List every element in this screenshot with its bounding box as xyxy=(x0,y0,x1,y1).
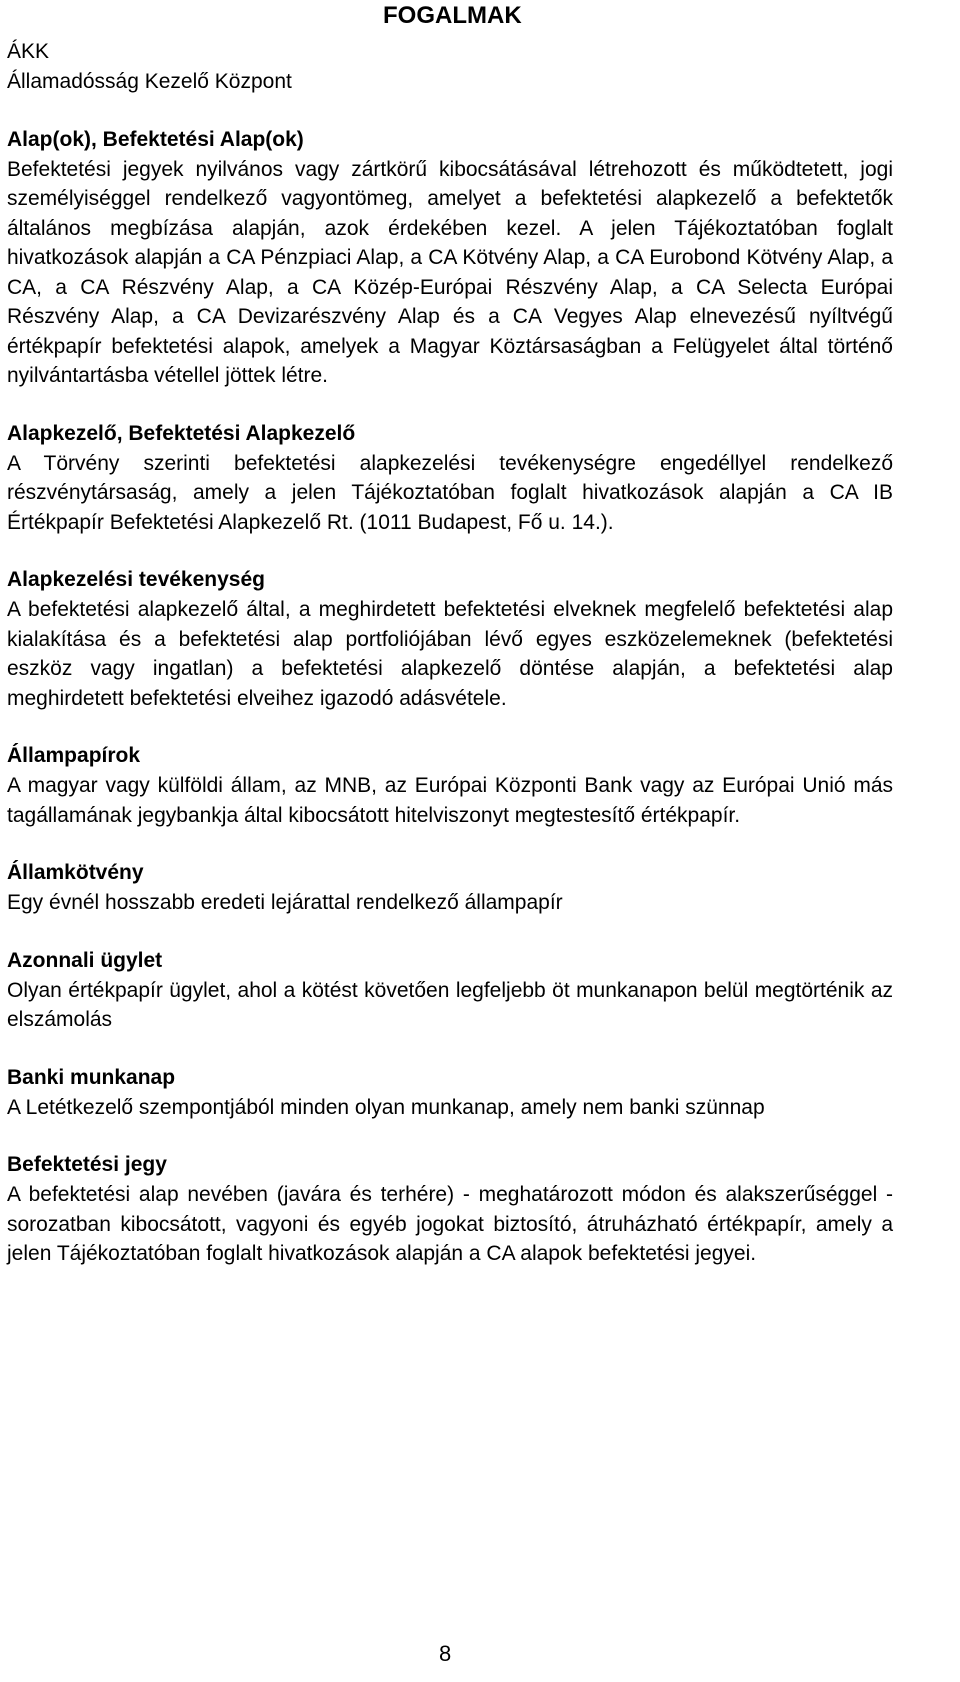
glossary-entry xyxy=(7,1063,893,1123)
glossary-term: Banki munkanap xyxy=(7,1065,176,1089)
glossary-definition: Befektetési jegyek nyilvános vagy zártkörű kibocsátásával létrehozott és működtetett, jogi személyiséggel rendelkező vagyontömeg, amelyet a befektetési alapkezelő a befektetők általános megbízása alapján, azok érdekében kezel. A jelen Tájékoztatóban foglalt hivatkozások alapján a CA Pénzpiaci Alap, a CA Kötvény Alap, a CA Eurobond Kötvény Alap, a CA, a CA Részvény Alap, a CA Közép-Európai Részvény Alap, a CA Selecta Európai Részvény Alap, a CA Devizarészvény Alap és a CA Vegyes Alap elnevezésű nyíltvégű értékpapír befektetési alapok, amelyek a Magyar Köztársaságban a Felügyelet által történő nyilvántartásba vétellel jöttek létre. xyxy=(7,157,893,387)
glossary-term: Alapkezelési tevékenység xyxy=(7,568,265,591)
glossary-term: Azonnali ügylet xyxy=(7,948,163,972)
glossary-definition: Egy évnél hosszabb eredeti lejárattal rendelkező állampapír xyxy=(7,891,563,914)
glossary-entry xyxy=(7,858,893,918)
glossary-entry xyxy=(7,565,893,713)
glossary-term: Alap(ok), Befektetési Alap(ok) xyxy=(7,127,304,151)
glossary-definition: A magyar vagy külföldi állam, az MNB, az Európai Központi Bank vagy az Európai Unió más tagállamának jegybankja által kibocsátott hitelviszonyt megtestesítő értékpapír. xyxy=(7,774,893,827)
page-title: FOGALMAK xyxy=(383,2,522,29)
glossary-term: ÁKK xyxy=(7,40,50,63)
glossary-entry xyxy=(7,125,893,391)
glossary-entry xyxy=(7,946,893,1035)
glossary-term: Államkötvény xyxy=(7,861,144,884)
glossary-entry xyxy=(7,37,893,97)
glossary xyxy=(7,37,893,1297)
glossary-definition: A befektetési alap nevében (javára és terhére) - meghatározott módon és alakszerűséggel - sorozatban kibocsátott, vagyoni és egyéb jogokat biztosító, átruházható értékpapír, amely a jelen Tájékoztatóban foglalt hivatkozások alapján a CA alapok befektetési jegyei. xyxy=(7,1183,893,1265)
glossary-entry xyxy=(7,1150,893,1269)
glossary-entry xyxy=(7,741,893,830)
glossary-term: Állampapírok xyxy=(7,744,141,767)
page-number: 8 xyxy=(439,1641,452,1666)
glossary-term: Befektetési jegy xyxy=(7,1153,167,1176)
glossary-definition: Államadósság Kezelő Központ xyxy=(7,70,292,93)
glossary-term: Alapkezelő, Befektetési Alapkezelő xyxy=(7,421,356,445)
glossary-definition: A Letétkezelő szempontjából minden olyan munkanap, amely nem banki szünnap xyxy=(7,1095,765,1119)
glossary-definition: Olyan értékpapír ügylet, ahol a kötést követően legfeljebb öt munkanapon belül megtörténik az elszámolás xyxy=(7,978,893,1031)
glossary-entry xyxy=(7,419,893,538)
glossary-definition: A befektetési alapkezelő által, a meghirdetett befektetési elveknek megfelelő befektetési alap kialakítása és a befektetési alap portfoliójában lévő egyes eszközelemeknek (befektetési eszköz vagy ingatlan) a befektetési alapkezelő döntése alapján, a befektetési alap meghirdetett befektetési elveihez igazodó adásvétele. xyxy=(7,598,893,710)
glossary-definition: A Törvény szerinti befektetési alapkezelési tevékenységre engedéllyel rendelkező részvénytársaság, amely a jelen Tájékoztatóban foglalt hivatkozások alapján a CA IB Értékpapír Befektetési Alapkezelő Rt. (1011 Budapest, Fő u. 14.). xyxy=(7,451,893,534)
